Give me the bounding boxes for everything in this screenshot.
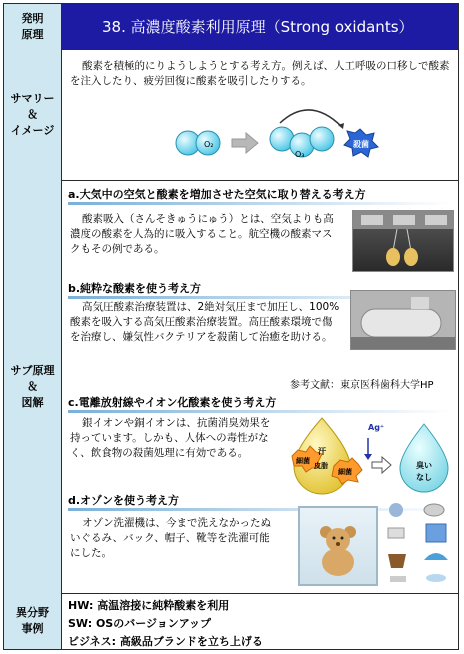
germ-label-left: 細菌 — [296, 457, 310, 465]
sub-c-title: c.電離放射線やイオン化酸素を使う考え方 — [68, 396, 277, 409]
header-label-text: 発明 原理 — [21, 11, 44, 41]
ag-ion-label: Ag⁺ — [368, 423, 385, 432]
other-label — [4, 593, 62, 649]
sub-b-title: b.純粋な酸素を使う考え方 — [68, 282, 202, 295]
business-example: ビジネス: 高級品ブランドを立ち上げる — [68, 635, 263, 648]
hyperbaric-chamber-photo — [350, 290, 456, 350]
sub-label-text: サブ原理 ＆ 図解 — [10, 363, 55, 409]
sub-a-title: a.大気中の空気と酸素を増加させた空気に取り替える考え方 — [68, 188, 366, 201]
sub-content — [62, 180, 458, 593]
hat-icon — [424, 553, 448, 560]
curve-arrow-icon — [280, 110, 342, 127]
bag-icon — [424, 504, 444, 516]
arrow-right-icon — [372, 457, 391, 473]
teddy-bear-icon — [300, 508, 376, 584]
sub-label — [4, 180, 62, 593]
page-title-text: 38. 高濃度酸素利用原理（Strong oxidants） — [102, 18, 414, 36]
header-row — [4, 4, 458, 50]
silver-ion-diagram — [288, 410, 454, 500]
sub-row — [4, 180, 458, 594]
summary-content — [62, 49, 458, 180]
other-row — [4, 593, 458, 649]
reference-text: 参考文献：東京医科歯科大学HP — [290, 380, 434, 391]
o2-label: O₂ — [204, 140, 214, 149]
arrow-right-icon — [232, 133, 258, 153]
summary-row — [4, 49, 458, 181]
hw-example: HW: 高温溶接に純粋酸素を利用 — [68, 599, 230, 612]
sub-d-title: d.オゾンを使う考え方 — [68, 494, 180, 507]
principle-card — [3, 3, 459, 650]
sub-d-text: オゾン洗濯機は、今まで洗えなかったぬいぐるみ、バック、帽子、靴等を洗濯可能にした。 — [70, 517, 271, 559]
germ-label-right: 細菌 — [338, 468, 352, 476]
summary-text: 酸素を積極的にりようしようとする考え方。例えば、人工呼吸の口移しで酸素を注入したり、疲労回復に酸素を吸引したりする。 — [70, 60, 450, 87]
no-odor-label-1: 臭い — [416, 461, 432, 470]
sw-example: SW: OSのバージョンアップ — [68, 617, 212, 630]
sweat-label: 汗 — [318, 447, 326, 456]
sub-a-text: 酸素吸入（さんそきゅうにゅう）とは、空気よりも高濃度の酸素を人為的に吸入すること。航空機の酸素マスクもその例である。 — [70, 213, 334, 255]
summary-label — [4, 49, 62, 180]
shoe-icon — [389, 503, 403, 517]
header-label — [4, 4, 62, 49]
sub-a-bar — [68, 202, 452, 205]
summary-label-text: サマリー ＆ イメージ — [10, 91, 55, 137]
ozone-washer-figure — [298, 498, 458, 588]
oxygen-mask-photo — [352, 210, 454, 272]
ozone-diagram — [170, 99, 430, 171]
other-content — [62, 593, 458, 649]
other-label-text: 異分野 事例 — [16, 606, 49, 635]
sub-c-text: 銀イオンや銅イオンは、抗菌消臭効果を持っています。しかも、人体への毒性がなく、飲食物の殺菌処理に有効である。 — [70, 417, 271, 459]
washer-box — [298, 506, 378, 586]
basket-icon — [388, 554, 406, 568]
page-title — [62, 4, 458, 49]
no-odor-label-2: なし — [416, 473, 432, 482]
sterile-label: 殺菌 — [353, 140, 369, 149]
sebum-label: 皮脂 — [314, 462, 328, 470]
arrow-down-icon — [364, 454, 372, 460]
o3-label: O₃ — [295, 150, 305, 159]
sub-b-text: 高気圧酸素治療装置は、2絶対気圧まで加圧し、100%酸素を吸入する高気圧酸素治療装置。高圧酸素環境で傷を治療し、嫌気性バクテリアを殺菌して治癒を助ける。 — [70, 301, 340, 343]
